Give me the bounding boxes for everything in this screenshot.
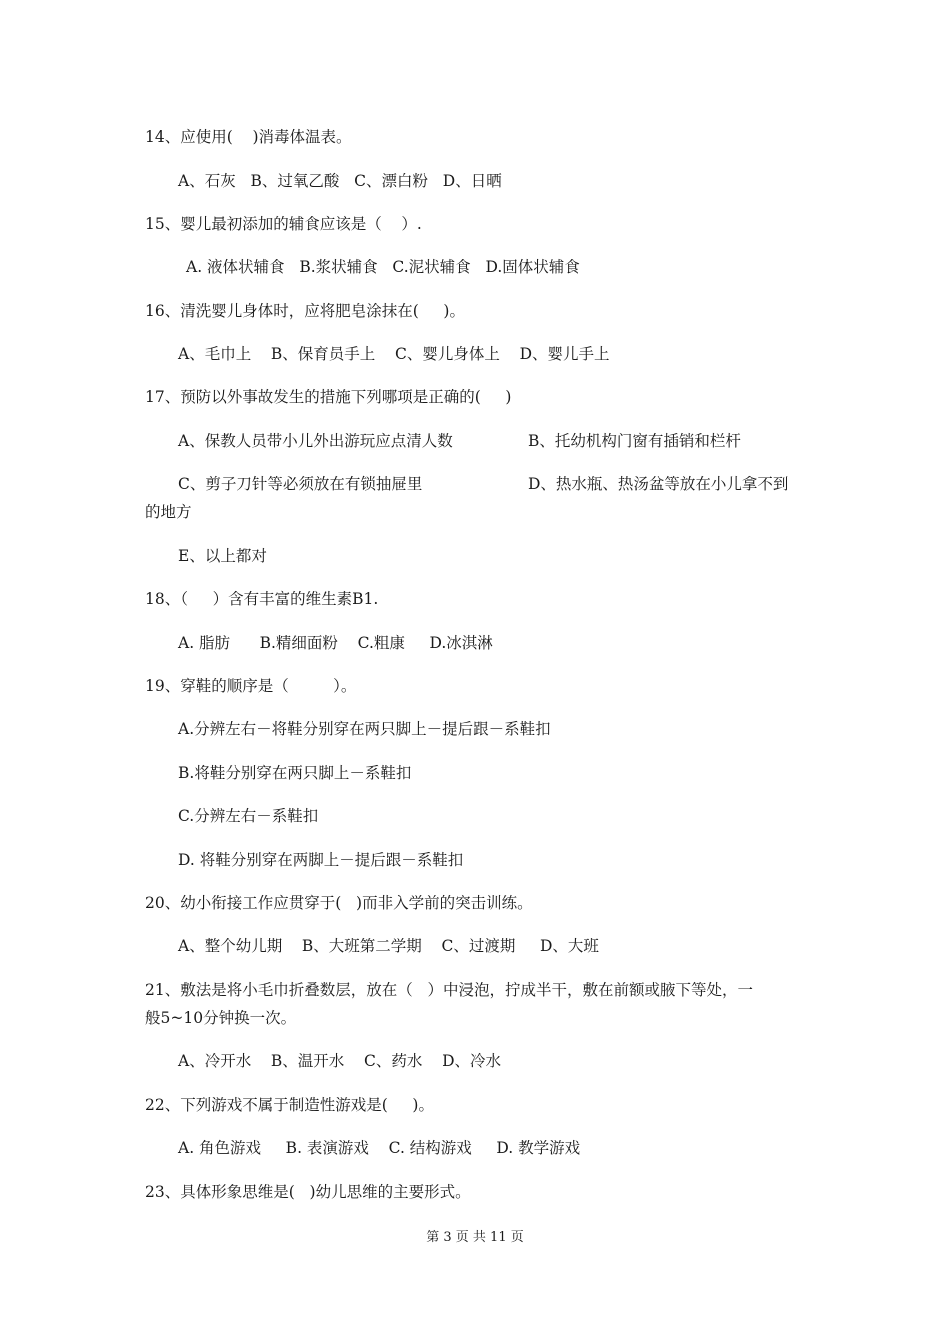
- question-21-options: A、冷开水 B、温开水 C、药水 D、冷水: [178, 1052, 501, 1070]
- question-20-options: A、整个幼儿期 B、大班第二学期 C、过渡期 D、大班: [178, 937, 599, 955]
- question-17-option-e: E、以上都对: [178, 547, 267, 565]
- question-17-stem: 17、预防以外事故发生的措施下列哪项是正确的( ): [145, 388, 512, 406]
- question-17-option-d: D、热水瓶、热汤盆等放在小儿拿不到: [528, 475, 789, 493]
- question-18-stem: 18、（ ）含有丰富的维生素B1.: [145, 590, 379, 608]
- question-18-options: A. 脂肪 B.精细面粉 C.粗康 D.冰淇淋: [178, 634, 493, 652]
- question-14-stem: 14、应使用( )消毒体温表。: [145, 128, 352, 146]
- question-22-options: A. 角色游戏 B. 表演游戏 C. 结构游戏 D. 教学游戏: [178, 1139, 581, 1157]
- question-14-options: A、石灰 B、过氧乙酸 C、漂白粉 D、日晒: [178, 172, 502, 190]
- question-16-options: A、毛巾上 B、保育员手上 C、婴儿身体上 D、婴儿手上: [178, 345, 610, 363]
- question-19-option-d: D. 将鞋分别穿在两脚上－提后跟－系鞋扣: [178, 851, 464, 869]
- question-19-stem: 19、穿鞋的顺序是（ ）。: [145, 677, 357, 695]
- question-17-option-c: C、剪子刀针等必须放在有锁抽屉里: [178, 475, 423, 493]
- question-17-option-d-continued: 的地方: [145, 503, 192, 521]
- question-17-option-a: A、保教人员带小儿外出游玩应点清人数: [178, 432, 453, 450]
- question-20-stem: 20、幼小衔接工作应贯穿于( )而非入学前的突击训练。: [145, 894, 533, 912]
- page-number-footer: 第 3 页 共 11 页: [426, 1230, 524, 1245]
- question-23-stem: 23、具体形象思维是( )幼儿思维的主要形式。: [145, 1183, 471, 1201]
- question-19-option-a: A.分辨左右－将鞋分别穿在两只脚上－提后跟－系鞋扣: [178, 720, 551, 738]
- question-15-stem: 15、婴儿最初添加的辅食应该是（ ）.: [145, 215, 422, 233]
- question-19-option-b: B.将鞋分别穿在两只脚上－系鞋扣: [178, 764, 412, 782]
- question-22-stem: 22、下列游戏不属于制造性游戏是( )。: [145, 1096, 434, 1114]
- question-17-option-b: B、托幼机构门窗有插销和栏杆: [528, 432, 741, 450]
- question-21-stem: 21、敷法是将小毛巾折叠数层，放在（ ）中浸泡，拧成半干，敷在前额或腋下等处，一: [145, 981, 754, 999]
- question-19-option-c: C.分辨左右－系鞋扣: [178, 807, 319, 825]
- question-21-stem-continued: 般5~10分钟换一次。: [145, 1009, 297, 1027]
- question-15-options: A. 液体状辅食 B.浆状辅食 C.泥状辅食 D.固体状辅食: [186, 258, 580, 276]
- question-16-stem: 16、清洗婴儿身体时，应将肥皂涂抹在( )。: [145, 302, 465, 320]
